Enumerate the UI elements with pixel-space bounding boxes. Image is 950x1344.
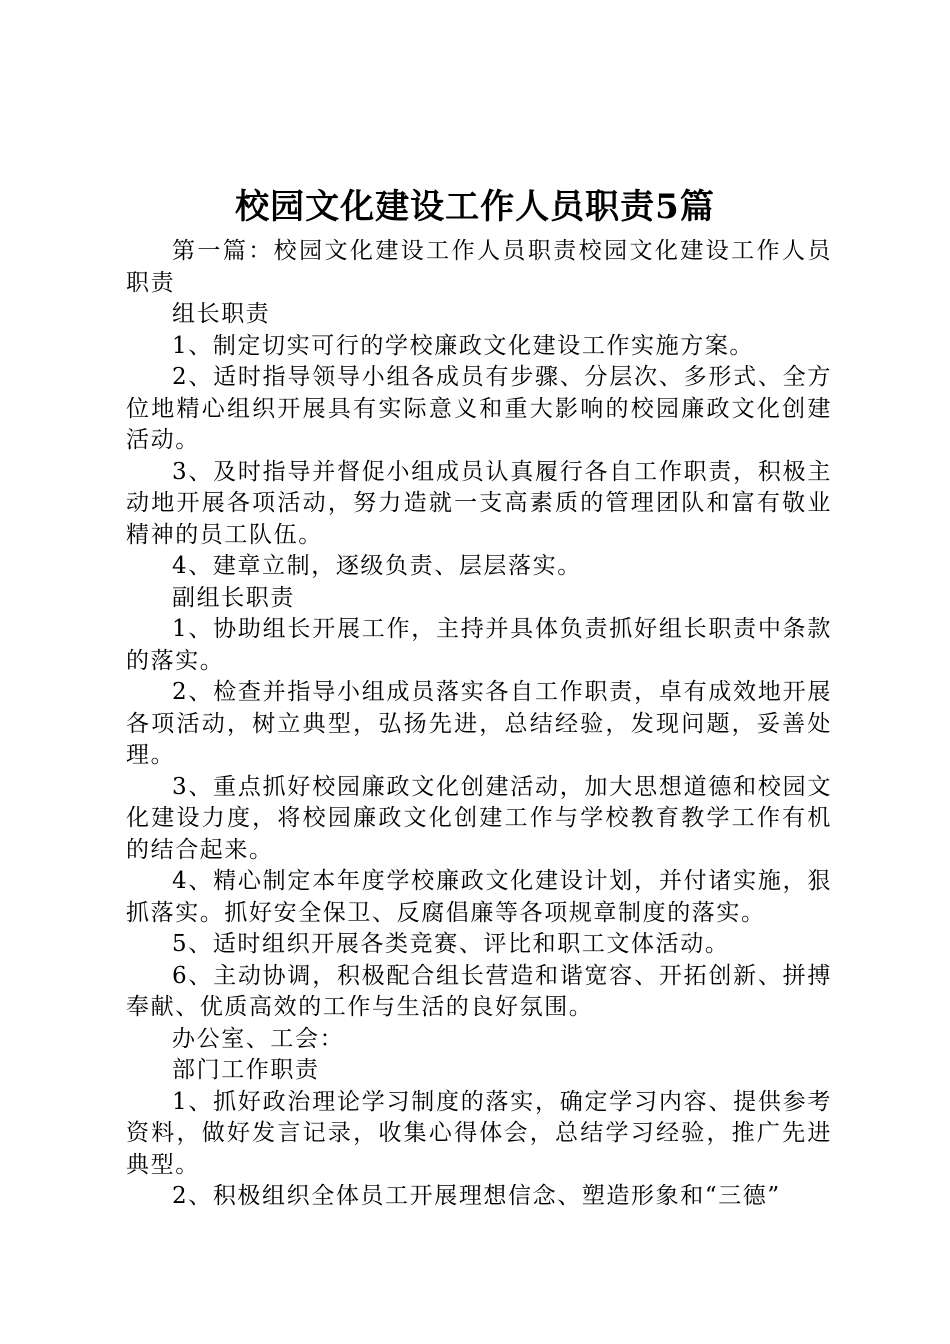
list-item: 1、制定切实可行的学校廉政文化建设工作实施方案。: [172, 332, 755, 359]
document-title: 校园文化建设工作人员职责5篇: [235, 187, 715, 227]
list-item: 6、主动协调，积极配合组长营造和谐宽容、开拓创新、拼搏奉献、优质高效的工作与生活的良好氛围。: [126, 962, 832, 1020]
paragraph-intro: 第一篇：校园文化建设工作人员职责校园文化建设工作人员职责: [126, 238, 832, 296]
list-item: 3、及时指导并督促小组成员认真履行各自工作职责，积极主动地开展各项活动，努力造就一支高素质的管理团队和富有敬业精神的员工队伍。: [126, 458, 832, 548]
list-item: 1、协助组长开展工作，主持并具体负责抓好组长职责中条款的落实。: [126, 616, 832, 674]
list-item: 2、适时指导领导小组各成员有步骤、分层次、多形式、全方位地精心组织开展具有实际意义和重大影响的校园廉政文化创建活动。: [126, 364, 832, 453]
section-heading-deputy-leader: 副组长职责: [172, 584, 295, 611]
list-item: 1、抓好政治理论学习制度的落实，确定学习内容、提供参考资料，做好发言记录，收集心得体会，总结学习经验，推广先进典型。: [126, 1088, 832, 1178]
list-item: 4、精心制定本年度学校廉政文化建设计划，并付诸实施，狠抓落实。抓好安全保卫、反腐倡廉等各项规章制度的落实。: [126, 868, 832, 926]
list-item: 3、重点抓好校园廉政文化创建活动，加大思想道德和校园文化建设力度，将校园廉政文化创建工作与学校教育教学工作有机的结合起来。: [126, 773, 832, 863]
section-heading-office: 办公室、工会：: [172, 1025, 345, 1052]
list-item: 5、适时组织开展各类竞赛、评比和职工文体活动。: [172, 931, 730, 957]
section-heading-leader: 组长职责: [172, 301, 271, 327]
list-item: 4、建章立制，逐级负责、层层落实。: [172, 553, 582, 579]
section-heading-department-duties: 部门工作职责: [172, 1057, 320, 1083]
document-body: [126, 236, 832, 1213]
list-item: 2、积极组织全体员工开展理想信念、塑造形象和“三德”: [172, 1183, 781, 1209]
list-item: 2、检查并指导小组成员落实各自工作职责，卓有成效地开展各项活动，树立典型，弘扬先进，总结经验，发现问题，妥善处理。: [126, 679, 832, 768]
